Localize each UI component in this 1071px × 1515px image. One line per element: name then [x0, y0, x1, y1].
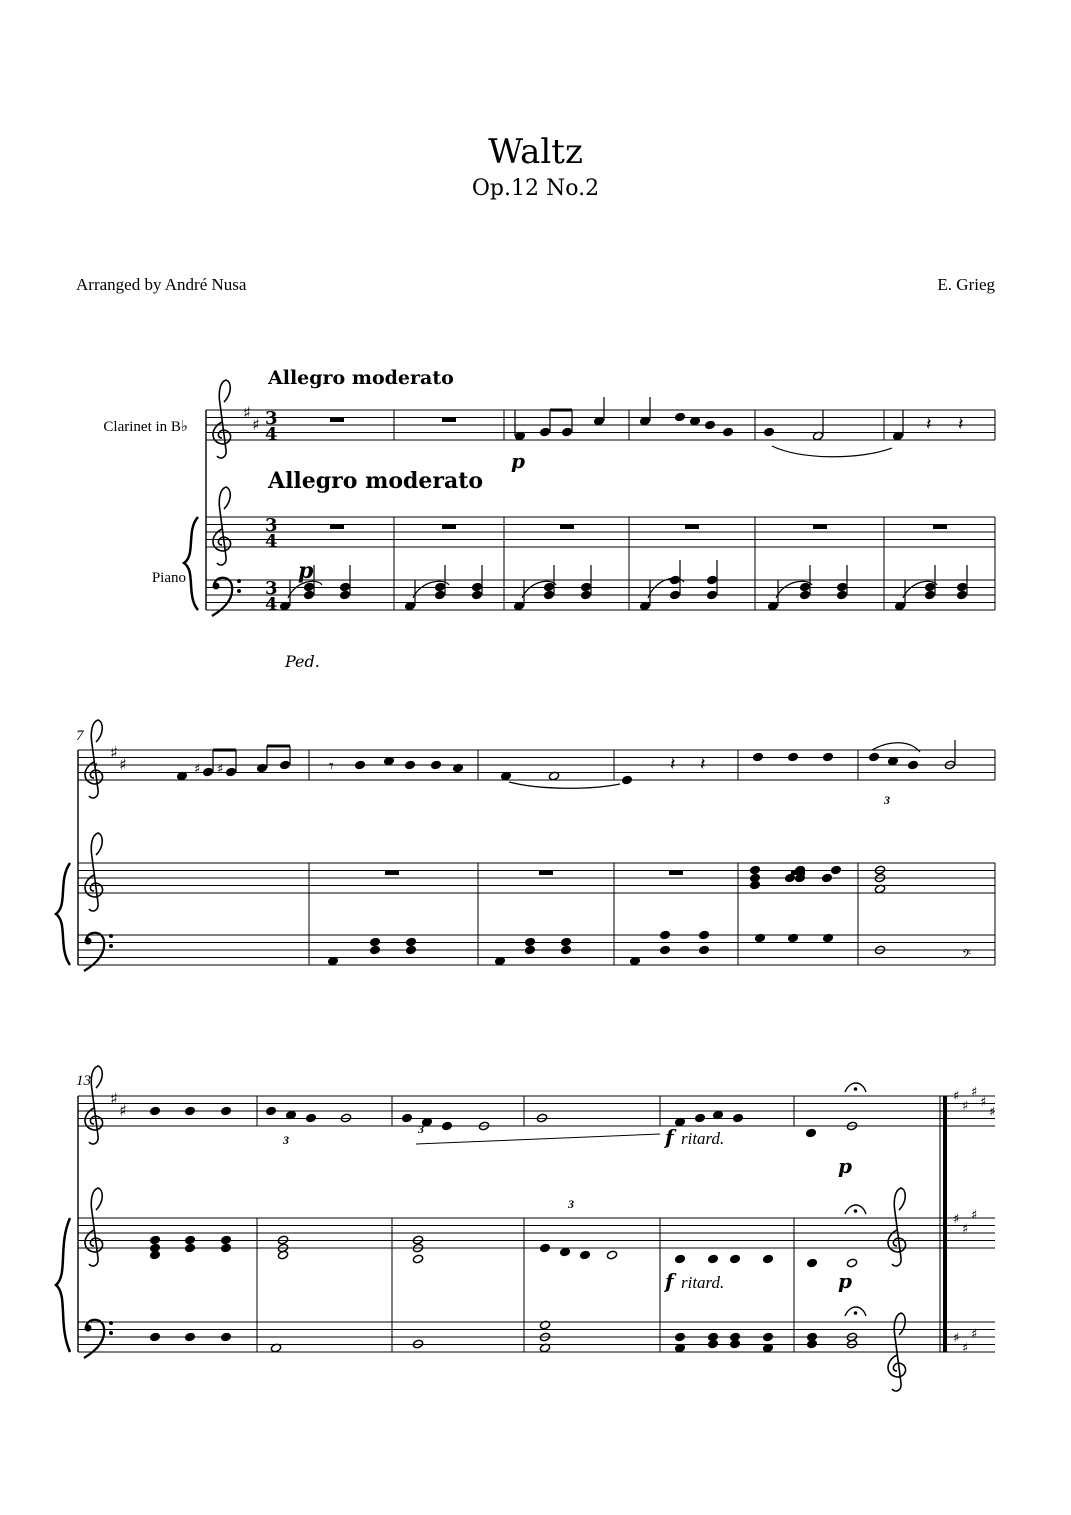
measure-number-7: 7	[76, 728, 84, 744]
tuplet-3: 3	[884, 793, 890, 807]
svg-text:♯: ♯	[119, 755, 127, 774]
svg-text:♯: ♯	[243, 403, 251, 422]
svg-text:♯: ♯	[980, 1095, 987, 1110]
composer-credit: E. Grieg	[937, 275, 995, 294]
svg-text:4: 4	[265, 594, 278, 615]
svg-text:𝄽: 𝄽	[700, 754, 706, 775]
svg-text:3: 3	[265, 515, 278, 536]
score-subtitle: Op.12 No.2	[471, 176, 600, 201]
score-title: Waltz	[488, 132, 583, 172]
svg-text:𝄾: 𝄾	[93, 756, 98, 777]
svg-text:♯: ♯	[962, 1222, 969, 1237]
svg-text:♯: ♯	[110, 1089, 118, 1108]
svg-text:𝄽: 𝄽	[670, 754, 676, 775]
svg-text:♯: ♯	[971, 1327, 978, 1342]
svg-text:♯: ♯	[971, 1208, 978, 1223]
dynamic-piano: p	[298, 558, 314, 584]
instrument-label-clarinet: Clarinet in B♭	[103, 419, 188, 435]
pedal-marking: Ped.	[285, 652, 320, 671]
svg-text:♯: ♯	[194, 762, 201, 777]
svg-text:3: 3	[265, 578, 278, 599]
svg-text:𝄽: 𝄽	[958, 414, 964, 435]
svg-text:♯: ♯	[252, 415, 260, 434]
arranger-credit: Arranged by André Nusa	[76, 275, 247, 294]
svg-text:4: 4	[265, 531, 278, 552]
svg-text:♯: ♯	[110, 743, 118, 762]
tuplet-3: 3	[568, 1197, 574, 1211]
tuplet-3: 3	[283, 1133, 289, 1147]
svg-text:♯: ♯	[953, 1212, 960, 1227]
tempo-marking-clarinet: Allegro moderato	[268, 367, 454, 389]
dynamic-piano-forte: f	[665, 1269, 674, 1293]
tempo-marking-piano: Allegro moderato	[268, 468, 484, 494]
svg-text:♯: ♯	[962, 1341, 969, 1356]
svg-text:𝄾: 𝄾	[329, 756, 334, 777]
svg-text:♯: ♯	[953, 1331, 960, 1346]
dynamic-piano-piano-end: p	[838, 1269, 852, 1293]
svg-text:♯: ♯	[962, 1099, 969, 1114]
svg-text:𝄢: 𝄢	[962, 948, 972, 964]
tuplet-3: 3	[418, 1122, 424, 1136]
svg-text:♯: ♯	[217, 762, 224, 777]
instrument-label-piano: Piano	[151, 570, 186, 586]
measure-number-13: 13	[76, 1073, 91, 1089]
dynamic-clarinet-piano: p	[511, 449, 525, 473]
svg-text:♯: ♯	[989, 1105, 996, 1120]
svg-text:♯: ♯	[953, 1089, 960, 1104]
system-2	[56, 720, 995, 971]
dynamic-clarinet-piano-end: p	[838, 1154, 852, 1178]
ritard-clarinet: ritard.	[681, 1129, 725, 1148]
svg-text:𝄽: 𝄽	[926, 414, 932, 435]
dynamic-clarinet-forte: f	[665, 1125, 674, 1149]
system-3	[56, 1066, 995, 1391]
svg-text:♯: ♯	[119, 1101, 127, 1120]
svg-text:3: 3	[265, 408, 278, 429]
svg-text:4: 4	[265, 424, 278, 445]
svg-text:♯: ♯	[971, 1085, 978, 1100]
ritard-piano: ritard.	[681, 1273, 725, 1292]
